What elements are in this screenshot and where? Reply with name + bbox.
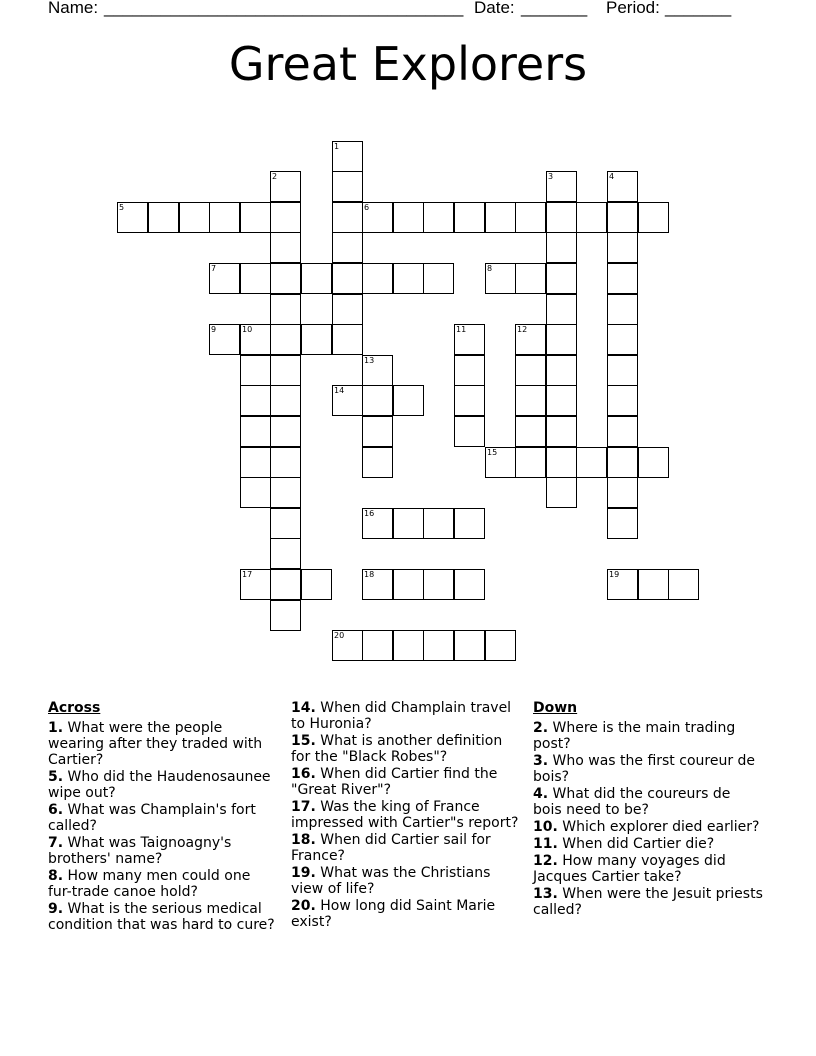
clue-item [291,766,521,798]
across-clues-column-1 [48,700,278,934]
clue-item [533,786,763,818]
crossword-cell[interactable] [270,324,301,355]
clue-number: 13 [364,356,375,365]
clue-number: 5 [119,203,125,212]
crossword-cell[interactable] [362,447,393,478]
crossword-cell[interactable] [270,569,301,600]
date-label: Date: [474,0,515,17]
period-field-line[interactable]: _______ [665,0,732,17]
across-heading: Across [48,700,101,716]
crossword-cell[interactable] [423,263,454,294]
clue-item [291,799,521,831]
crossword-cell[interactable] [362,630,393,661]
clue-number: 20 [334,631,345,640]
crossword-cell[interactable] [240,202,271,233]
crossword-cell[interactable] [546,232,577,263]
name-field-line[interactable]: ______________________________________ [104,0,464,17]
crossword-cell[interactable] [270,202,301,233]
clue-text: What were the people wearing after they traded with Cartier? [48,720,263,768]
crossword-cell[interactable] [638,202,669,233]
crossword-cell[interactable] [607,202,638,233]
clue-text: How many voyages did Jacques Cartier take? [533,853,726,885]
crossword-cell[interactable] [454,355,485,386]
clue-number: 15. [291,733,316,749]
clue-item [48,868,278,900]
crossword-cell[interactable] [546,447,577,478]
crossword-cell[interactable] [607,294,638,325]
clue-text: What was Champlain's fort called? [48,802,256,834]
clue-number: 6 [364,203,370,212]
crossword-cell[interactable] [362,355,393,386]
clue-number: 16 [364,509,375,518]
crossword-cell[interactable] [301,324,332,355]
clue-item [48,901,278,933]
crossword-cell[interactable] [515,202,546,233]
crossword-cell[interactable] [332,171,363,202]
crossword-cell[interactable] [393,263,424,294]
clue-number: 7. [48,835,64,851]
crossword-cell[interactable] [423,202,454,233]
crossword-cell[interactable] [362,569,393,600]
crossword-cell[interactable] [240,385,271,416]
clue-item [291,733,521,765]
crossword-cell[interactable] [546,294,577,325]
crossword-cell[interactable] [270,385,301,416]
crossword-cell[interactable] [546,324,577,355]
crossword-cell[interactable] [515,263,546,294]
crossword-cell[interactable] [607,477,638,508]
crossword-cell[interactable] [240,447,271,478]
clue-text: When did Champlain travel to Huronia? [291,700,512,732]
crossword-cell[interactable] [607,447,638,478]
crossword-cell[interactable] [332,385,363,416]
clue-text: When did Cartier sail for France? [291,832,491,864]
clue-number: 15 [487,448,498,457]
clue-item [48,720,278,768]
crossword-cell[interactable] [332,294,363,325]
clue-number: 9. [48,901,64,917]
crossword-cell[interactable] [332,263,363,294]
clue-text: When did Cartier die? [557,836,715,852]
clue-number: 18. [291,832,316,848]
clue-text: Who did the Haudenosaunee wipe out? [48,769,271,801]
crossword-cell[interactable] [270,355,301,386]
crossword-cell[interactable] [332,141,363,172]
crossword-cell[interactable] [301,263,332,294]
clue-number: 11 [456,325,467,334]
clue-number: 12 [517,325,528,334]
crossword-cell[interactable] [362,202,393,233]
crossword-cell[interactable] [270,263,301,294]
crossword-cell[interactable] [515,447,546,478]
crossword-cell[interactable] [668,569,699,600]
crossword-cell[interactable] [515,324,546,355]
crossword-cell[interactable] [607,385,638,416]
clue-text: When were the Jesuit priests called? [533,886,763,918]
clue-text: When did Cartier find the "Great River"? [291,766,498,798]
down-clues-column [533,700,763,919]
clue-number: 12. [533,853,558,869]
crossword-cell[interactable] [423,630,454,661]
crossword-cell[interactable] [546,202,577,233]
clue-number: 3. [533,753,549,769]
clue-number: 8 [487,264,493,273]
clue-item [533,836,763,852]
crossword-cell[interactable] [454,508,485,539]
clue-item [48,769,278,801]
crossword-cell[interactable] [485,202,516,233]
crossword-cell[interactable] [209,324,240,355]
clue-number: 8. [48,868,64,884]
across-clues-column-2 [291,700,521,931]
crossword-cell[interactable] [148,202,179,233]
clue-item [48,802,278,834]
crossword-cell[interactable] [362,416,393,447]
crossword-cell[interactable] [515,355,546,386]
clue-number: 4. [533,786,549,802]
crossword-cell[interactable] [607,569,638,600]
clue-text: How long did Saint Marie exist? [291,898,496,930]
crossword-cell[interactable] [607,263,638,294]
clue-item [291,700,521,732]
crossword-cell[interactable] [576,447,607,478]
crossword-cell[interactable] [393,202,424,233]
clue-number: 11. [533,836,558,852]
name-label: Name: [48,0,99,17]
clue-item [533,853,763,885]
crossword-cell[interactable] [546,171,577,202]
crossword-cell[interactable] [454,202,485,233]
crossword-cell[interactable] [209,263,240,294]
clue-text: What was Taignoagny's brothers' name? [48,835,232,867]
clue-text: Was the king of France impressed with Cartier"s report? [291,799,519,831]
clue-number: 1. [48,720,64,736]
clue-number: 20. [291,898,316,914]
crossword-cell[interactable] [270,294,301,325]
crossword-cell[interactable] [270,508,301,539]
crossword-cell[interactable] [454,416,485,447]
crossword-cell[interactable] [240,355,271,386]
clue-number: 18 [364,570,375,579]
crossword-cell[interactable] [454,630,485,661]
crossword-cell[interactable] [240,324,271,355]
crossword-cell[interactable] [546,385,577,416]
crossword-cell[interactable] [240,416,271,447]
crossword-cell[interactable] [607,508,638,539]
crossword-cell[interactable] [270,416,301,447]
crossword-cell[interactable] [270,538,301,569]
crossword-cell[interactable] [546,355,577,386]
clue-number: 14 [334,386,345,395]
clue-number: 17. [291,799,316,815]
period-label: Period: [606,0,660,17]
crossword-cell[interactable] [362,508,393,539]
page-title: Great Explorers [228,37,588,91]
crossword-cell[interactable] [179,202,210,233]
crossword-cell[interactable] [607,416,638,447]
crossword-cell[interactable] [485,630,516,661]
clue-text: Where is the main trading post? [533,720,736,752]
crossword-cell[interactable] [270,447,301,478]
clue-text: What was the Christians view of life? [291,865,491,897]
crossword-cell[interactable] [485,263,516,294]
crossword-cell[interactable] [546,263,577,294]
crossword-cell[interactable] [454,569,485,600]
clue-item [48,835,278,867]
clue-number: 17 [242,570,253,579]
crossword-cell[interactable] [362,263,393,294]
crossword-cell[interactable] [515,385,546,416]
clue-text: What is another definition for the "Black Robes"? [291,733,503,765]
clue-number: 19. [291,865,316,881]
crossword-cell[interactable] [454,324,485,355]
clue-item [533,819,763,835]
clue-text: Who was the first coureur de bois? [533,753,756,785]
crossword-cell[interactable] [393,569,424,600]
clue-item [533,886,763,918]
clue-number: 4 [609,172,615,181]
clue-number: 1 [334,142,340,151]
crossword-cell[interactable] [546,416,577,447]
clue-number: 14. [291,700,316,716]
crossword-cell[interactable] [240,569,271,600]
clue-text: How many men could one fur-trade canoe hold? [48,868,251,900]
clue-text: What did the coureurs de bois need to be? [533,786,731,818]
clue-number: 5. [48,769,64,785]
clue-number: 9 [211,325,217,334]
crossword-cell[interactable] [240,263,271,294]
crossword-cell[interactable] [454,385,485,416]
crossword-cell[interactable] [546,477,577,508]
clue-item [291,832,521,864]
crossword-cell[interactable] [332,324,363,355]
clue-number: 19 [609,570,620,579]
crossword-cell[interactable] [270,600,301,631]
clue-number: 10 [242,325,253,334]
clue-item [291,865,521,897]
crossword-cell[interactable] [576,202,607,233]
clue-number: 10. [533,819,558,835]
clue-item [533,753,763,785]
date-field-line[interactable]: _______ [521,0,588,17]
crossword-cell[interactable] [393,385,424,416]
clue-number: 2 [272,172,278,181]
crossword-cell[interactable] [485,447,516,478]
crossword-cell[interactable] [607,355,638,386]
crossword-cell[interactable] [270,232,301,263]
crossword-cell[interactable] [270,171,301,202]
crossword-cell[interactable] [638,569,669,600]
crossword-cell[interactable] [209,202,240,233]
crossword-cell[interactable] [638,447,669,478]
crossword-cell[interactable] [515,416,546,447]
clue-item [291,898,521,930]
crossword-cell[interactable] [393,630,424,661]
crossword-cell[interactable] [332,202,363,233]
crossword-cell[interactable] [117,202,148,233]
crossword-cell[interactable] [423,569,454,600]
crossword-cell[interactable] [362,385,393,416]
down-heading: Down [533,700,578,716]
crossword-cell[interactable] [270,477,301,508]
clue-number: 13. [533,886,558,902]
clue-text: Which explorer died earlier? [557,819,760,835]
clue-text: What is the serious medical condition that was hard to cure? [48,901,275,933]
crossword-cell[interactable] [393,508,424,539]
crossword-cell[interactable] [607,232,638,263]
crossword-cell[interactable] [332,232,363,263]
clue-number: 7 [211,264,217,273]
clue-item [533,720,763,752]
crossword-cell[interactable] [332,630,363,661]
crossword-cell[interactable] [423,508,454,539]
crossword-cell[interactable] [240,477,271,508]
clue-number: 2. [533,720,549,736]
clue-number: 16. [291,766,316,782]
clue-number: 3 [548,172,554,181]
crossword-cell[interactable] [607,171,638,202]
clue-number: 6. [48,802,64,818]
crossword-cell[interactable] [607,324,638,355]
crossword-cell[interactable] [301,569,332,600]
